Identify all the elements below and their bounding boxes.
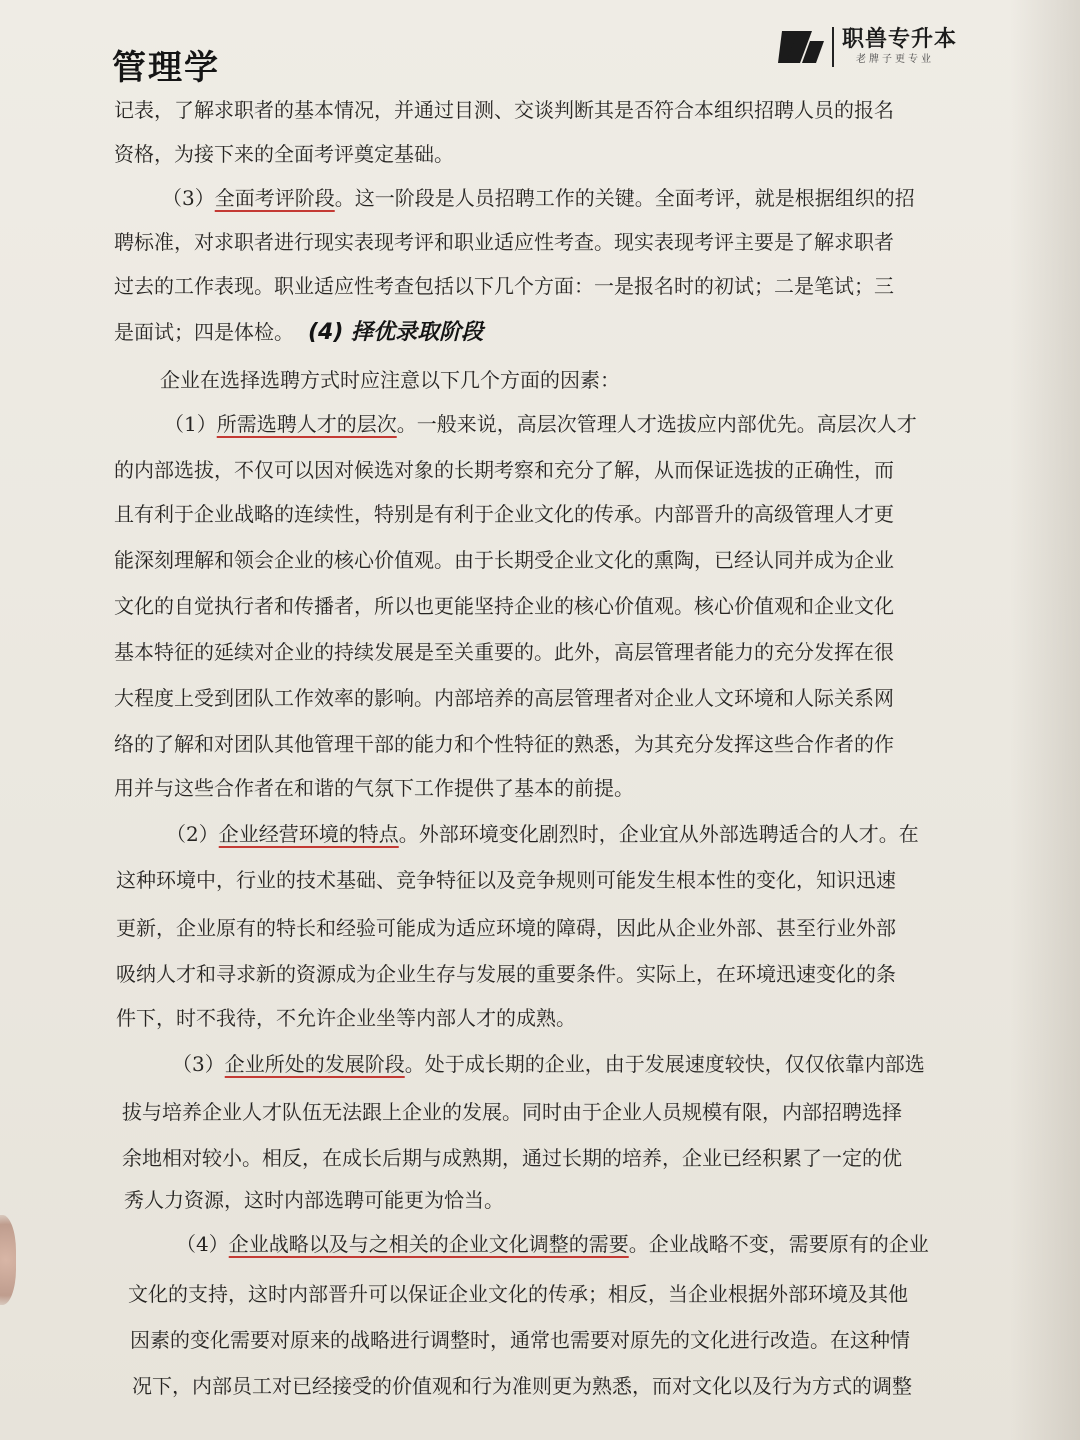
text-line: 文化的自觉执行者和传播者，所以也更能坚持企业的核心价值观。核心价值观和企业文化 [114, 594, 894, 618]
item-number: （4） [176, 1232, 229, 1256]
text-run: 。这一阶段是人员招聘工作的关键。全面考评，就是根据组织的招 [334, 186, 915, 210]
text-line [114, 318, 483, 347]
publisher-logo [778, 22, 957, 72]
text-line: 这种环境中，行业的技术基础、竞争特征以及竞争规则可能发生根本性的变化，知识迅速 [116, 868, 896, 892]
text-run: 。企业战略不变，需要原有的企业 [628, 1232, 929, 1256]
text-line [176, 1230, 929, 1258]
item-number: （1） [164, 412, 217, 436]
page-shadow-edge [1010, 0, 1080, 1440]
text-line [172, 1050, 925, 1078]
text-line: 更新，企业原有的特长和经验可能成为适应环境的障碍，因此从企业外部、甚至行业外部 [116, 916, 896, 940]
text-line: 络的了解和对团队其他管理干部的能力和个性特征的熟悉，为其充分发挥这些合作者的作 [114, 732, 894, 756]
item-number: （3） [162, 186, 215, 210]
text-line: 记表，了解求职者的基本情况，并通过目测、交谈判断其是否符合本组织招聘人员的报名 [114, 98, 894, 122]
text-line: 能深刻理解和领会企业的核心价值观。由于长期受企业文化的熏陶，已经认同并成为企业 [114, 548, 894, 572]
text-line: 文化的支持，这时内部晋升可以保证企业文化的传承；相反，当企业根据外部环境及其他 [128, 1282, 908, 1306]
underlined-heading: 所需选聘人才的层次 [216, 412, 397, 436]
text-run: 。处于成长期的企业，由于发展速度较快，仅仅依靠内部选 [404, 1052, 925, 1076]
text-line: 且有利于企业战略的连续性，特别是有利于企业文化的传承。内部晋升的高级管理人才更 [114, 502, 894, 526]
text-run: 。一般来说，高层次管理人才选拔应内部优先。高层次人才 [396, 412, 917, 436]
underlined-heading: 企业战略以及与之相关的企业文化调整的需要 [228, 1232, 629, 1256]
text-line [162, 184, 915, 212]
handwritten-note: (4) 择优录取阶段 [308, 320, 484, 345]
text-line: 用并与这些合作者在和谐的气氛下工作提供了基本的前提。 [114, 776, 634, 800]
text-line: 企业在选择选聘方式时应注意以下几个方面的因素： [160, 368, 620, 392]
logo-text [842, 27, 957, 67]
underlined-heading: 企业所处的发展阶段 [224, 1052, 405, 1076]
item-number: （3） [172, 1052, 225, 1076]
logo-mark-icon [778, 23, 826, 71]
underlined-heading: 全面考评阶段 [214, 186, 335, 210]
logo-slogan: 老牌子更专业 [856, 54, 934, 65]
text-line: 况下，内部员工对已经接受的价值观和行为准则更为熟悉，而对文化以及行为方式的调整 [132, 1374, 912, 1398]
thumb-edge [0, 1215, 16, 1305]
text-line: 聘标准，对求职者进行现实表现考评和职业适应性考查。现实表现考评主要是了解求职者 [114, 230, 894, 254]
text-line: 大程度上受到团队工作效率的影响。内部培养的高层管理者对企业人文环境和人际关系网 [114, 686, 894, 710]
text-line: 资格，为接下来的全面考评奠定基础。 [114, 142, 454, 166]
text-line [166, 820, 919, 848]
text-line: 秀人力资源，这时内部选聘可能更为恰当。 [124, 1188, 504, 1212]
text-line: 因素的变化需要对原来的战略进行调整时，通常也需要对原先的文化进行改造。在这种情 [130, 1328, 910, 1352]
page-header-title: 管理学 [112, 48, 220, 88]
underlined-heading: 企业经营环境的特点 [218, 822, 399, 846]
logo-divider [832, 27, 834, 67]
text-line: 的内部选拔，不仅可以因对候选对象的长期考察和充分了解，从而保证选拔的正确性，而 [114, 458, 894, 482]
text-line: 件下，时不我待，不允许企业坐等内部人才的成熟。 [116, 1006, 576, 1030]
logo-name: 职兽专升本 [842, 27, 958, 52]
text-line: 吸纳人才和寻求新的资源成为企业生存与发展的重要条件。实际上，在环境迅速变化的条 [116, 962, 896, 986]
item-number: （2） [166, 822, 219, 846]
text-line [164, 410, 917, 438]
text-run: 。外部环境变化剧烈时，企业宜从外部选聘适合的人才。在 [398, 822, 919, 846]
text-run: 是面试；四是体检。 [114, 320, 294, 344]
text-line: 基本特征的延续对企业的持续发展是至关重要的。此外，高层管理者能力的充分发挥在很 [114, 640, 894, 664]
text-line: 过去的工作表现。职业适应性考查包括以下几个方面：一是报名时的初试；二是笔试；三 [114, 274, 894, 298]
text-line: 余地相对较小。相反，在成长后期与成熟期，通过长期的培养，企业已经积累了一定的优 [122, 1146, 902, 1170]
text-line: 拔与培养企业人才队伍无法跟上企业的发展。同时由于企业人员规模有限，内部招聘选择 [122, 1100, 902, 1124]
